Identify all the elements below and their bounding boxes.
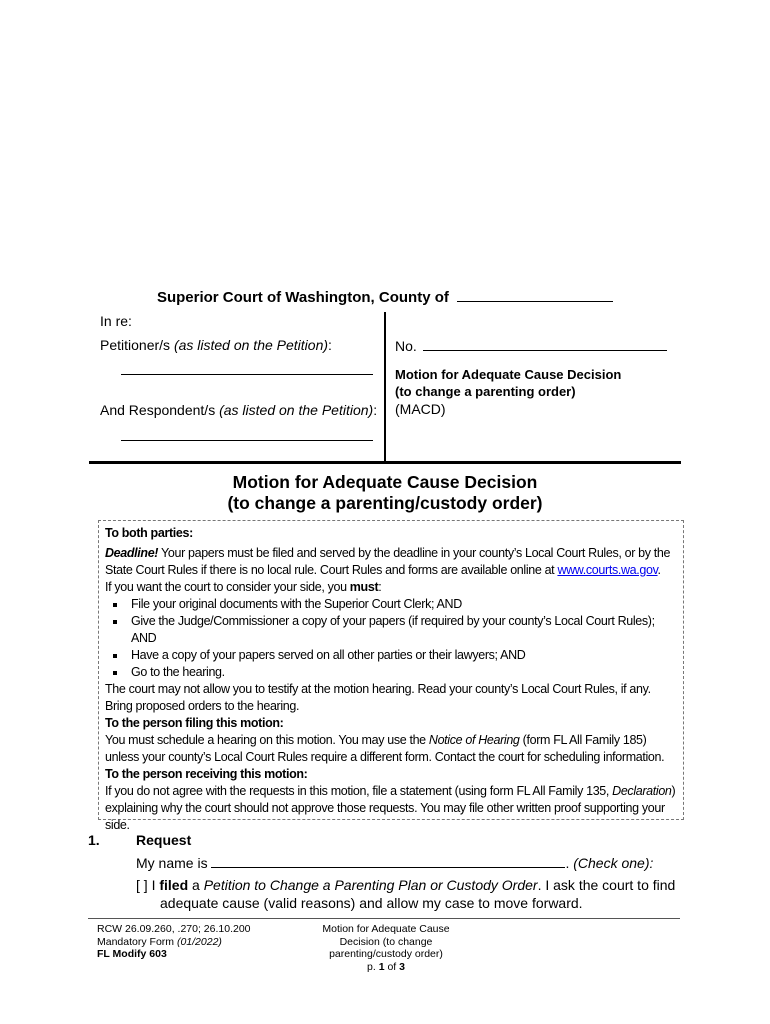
receiving-paragraph [105, 783, 677, 834]
list-item: ▪ Give the Judge/Commissioner a copy of your papers (if required by your county’s Local Court Rules); AND [127, 613, 677, 647]
request-number: 1. [88, 832, 100, 848]
list-item: ▪ File your original documents with the Superior Court Clerk; AND [127, 596, 677, 613]
deadline-paragraph [105, 545, 677, 579]
receiving-heading: To the person receiving this motion: [105, 767, 308, 781]
respondents-blank[interactable] [121, 440, 373, 441]
both-parties-heading: To both parties: [105, 526, 193, 540]
caption-doc-title [395, 366, 680, 400]
option-filed: filed [159, 877, 189, 893]
receiving-text-1: If you do not agree with the requests in this motion, file a statement (using form FL All Family 135, [105, 784, 613, 798]
deadline-end: . [657, 563, 661, 577]
respondents-note: (as listed on the Petition) [219, 402, 374, 418]
page-number [305, 961, 467, 974]
request-heading: Request [136, 832, 192, 848]
consider-end: : [378, 580, 382, 594]
case-number-blank[interactable] [423, 338, 667, 351]
page-title-line1: Motion for Adequate Cause Decision [232, 472, 538, 492]
respondents-colon: : [373, 402, 378, 418]
footer-mandatory-date: (01/2022) [176, 935, 222, 948]
name-blank[interactable] [211, 855, 565, 868]
name-row [136, 854, 688, 872]
caption-doc-title-line1: Motion for Adequate Cause Decision [395, 367, 622, 382]
caption-doc-title-line2: (to change a parenting order) [395, 384, 576, 399]
county-blank[interactable] [457, 287, 613, 302]
page-title-line2: (to change a parenting/custody order) [227, 493, 543, 513]
footer-mandatory [97, 936, 251, 949]
respondents-label [100, 402, 377, 418]
court-heading-text: Superior Court of Washington, County of [156, 289, 449, 306]
caption-case [395, 338, 680, 417]
footer-center-line1: Motion for Adequate Cause [322, 923, 450, 935]
request-section [88, 831, 688, 912]
petitioners-colon: : [328, 337, 332, 353]
case-number-row [395, 338, 680, 354]
name-prefix: My name is [136, 855, 208, 871]
footer-mandatory-label: Mandatory Form [97, 935, 177, 948]
name-suffix: . [565, 855, 574, 871]
footer-form-id: FL Modify 603 [97, 948, 167, 960]
deadline-label: Deadline! [105, 546, 159, 560]
option-a: a [188, 877, 204, 893]
footer-rcw: RCW 26.09.260, .270; 26.10.200 [97, 923, 251, 935]
footer-center-line2: Decision (to change [339, 935, 433, 948]
filing-paragraph [105, 732, 677, 766]
check-one: (Check one): [573, 855, 654, 871]
instructions-box [98, 520, 684, 832]
page-prefix: p. [367, 960, 379, 973]
list-item: ▪ Have a copy of your papers served on all other parties or their lawyers; AND [127, 647, 677, 664]
request-heading-row [88, 831, 688, 849]
consider-paragraph [105, 579, 677, 596]
petitioners-blank[interactable] [121, 374, 373, 375]
filing-heading: To the person filing this motion: [105, 716, 284, 730]
receiving-text-2: ) explaining why the court should not approve those requests. You may file other written proof supporting your side. [105, 784, 676, 832]
consider-must: must [349, 580, 379, 594]
caption-divider [384, 312, 386, 464]
page-current: 1 [378, 960, 385, 973]
testify-paragraph: The court may not allow you to testify at the motion hearing. Read your county’s Local Court Rules, if any. Bring proposed orders to the hearing. [105, 682, 651, 713]
footer-center-line3: parenting/custody order) [329, 948, 443, 960]
option-filed-row[interactable] [136, 876, 688, 894]
option-checkbox[interactable]: [ ] [136, 877, 148, 893]
footer-left [97, 923, 251, 961]
filing-text-2: (form FL All Family 185) unless your county’s Local Court Rules require a different form. Contact the court for scheduling information. [105, 733, 665, 764]
court-heading [0, 287, 770, 306]
petitioners-text: Petitioner/s [100, 337, 171, 353]
requirements-list [105, 596, 677, 681]
filing-text-1: You must schedule a hearing on this motion. You may use the [105, 733, 429, 747]
petitioners-note: (as listed on the Petition) [173, 337, 329, 353]
footer-rule [88, 918, 680, 919]
option-rest-2: adequate cause (valid reasons) and allow my case to move forward. [160, 895, 583, 911]
deadline-text: Your papers must be filed and served by the deadline in your county’s Local Court Rules, or by the State Court Rules if there is no local rule. Court Rules and forms are available online at [105, 546, 671, 577]
caption-doc-code: (MACD) [395, 401, 446, 417]
petitioners-label [100, 337, 332, 353]
case-number-label: No. [395, 338, 417, 354]
in-re-label: In re: [100, 313, 132, 329]
option-rest-1: . I ask the court to find [537, 877, 676, 893]
courts-link[interactable]: www.courts.wa.gov [557, 563, 658, 577]
respondents-text: And Respondent/s [100, 402, 216, 418]
consider-text: If you want the court to consider your side, you [105, 580, 350, 594]
filing-form-name: Notice of Hearing [428, 733, 520, 747]
footer-center [305, 923, 467, 973]
page-total: 3 [399, 960, 405, 973]
list-item: ▪ Go to the hearing. [127, 664, 677, 681]
option-petition: Petition to Change a Parenting Plan or Custody Order [203, 877, 538, 893]
page-of: of [384, 960, 400, 973]
option-i: I [151, 877, 160, 893]
caption-rule [89, 461, 681, 464]
page-title [0, 472, 770, 514]
receiving-form-name: Declaration [612, 784, 672, 798]
